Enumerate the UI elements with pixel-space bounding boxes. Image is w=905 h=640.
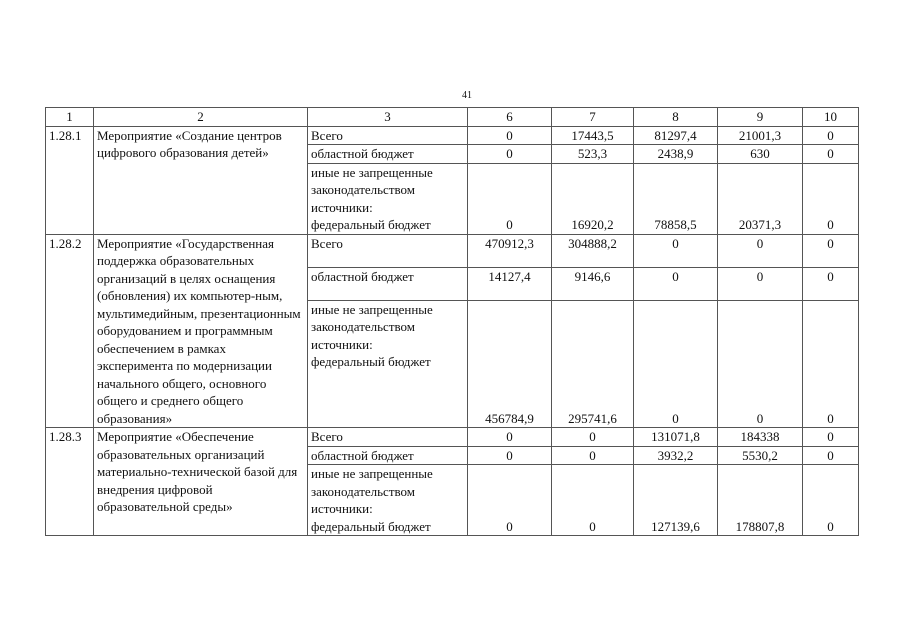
column-header: 7	[552, 108, 634, 127]
value-cell: 470912,3	[468, 234, 552, 267]
value-cell: 20371,3	[718, 163, 803, 234]
column-header: 6	[468, 108, 552, 127]
funding-source: Всего	[308, 126, 468, 145]
value-cell: 0	[718, 234, 803, 267]
funding-source: областной бюджет	[308, 267, 468, 300]
value-cell: 630	[718, 145, 803, 164]
value-cell: 0	[803, 234, 859, 267]
column-header: 10	[803, 108, 859, 127]
column-header: 3	[308, 108, 468, 127]
column-header: 2	[94, 108, 308, 127]
value-cell: 127139,6	[634, 465, 718, 536]
value-cell: 0	[803, 300, 859, 427]
table-row	[46, 428, 859, 447]
value-cell: 0	[803, 267, 859, 300]
value-cell: 78858,5	[634, 163, 718, 234]
item-name: Мероприятие «Создание центров цифрового образования детей»	[94, 126, 308, 234]
table-row	[46, 234, 859, 267]
column-header: 9	[718, 108, 803, 127]
funding-source: иные не запрещенные законодательством источники: федеральный бюджет	[308, 163, 468, 234]
value-cell: 131071,8	[634, 428, 718, 447]
value-cell: 9146,6	[552, 267, 634, 300]
funding-source: иные не запрещенные законодательством источники: федеральный бюджет	[308, 300, 468, 427]
value-cell: 17443,5	[552, 126, 634, 145]
value-cell: 21001,3	[718, 126, 803, 145]
value-cell: 0	[634, 234, 718, 267]
column-header: 8	[634, 108, 718, 127]
value-cell: 0	[552, 428, 634, 447]
value-cell: 0	[468, 163, 552, 234]
value-cell: 0	[803, 163, 859, 234]
column-header: 1	[46, 108, 94, 127]
value-cell: 3932,2	[634, 446, 718, 465]
value-cell: 456784,9	[468, 300, 552, 427]
value-cell: 0	[803, 465, 859, 536]
budget-table	[45, 107, 859, 536]
value-cell: 0	[803, 126, 859, 145]
item-name: Мероприятие «Государственная поддержка образовательных организаций в целях оснащения (обновления) их компьютер-ным, мультимедийным, презентационным оборудованием и программным обеспечением в рамках эксперимента по модернизации начального общего, основного общего и среднего общего образования»	[94, 234, 308, 428]
value-cell: 2438,9	[634, 145, 718, 164]
item-name: Мероприятие «Обеспечение образовательных организаций материально-технической базой для внедрения цифровой образовательной среды»	[94, 428, 308, 536]
funding-source: иные не запрещенные законодательством источники: федеральный бюджет	[308, 465, 468, 536]
value-cell: 0	[468, 465, 552, 536]
value-cell: 0	[803, 428, 859, 447]
item-number: 1.28.1	[46, 126, 94, 234]
value-cell: 184338	[718, 428, 803, 447]
value-cell: 0	[803, 145, 859, 164]
value-cell: 0	[634, 300, 718, 427]
page-number: 41	[462, 90, 472, 101]
value-cell: 178807,8	[718, 465, 803, 536]
funding-source: областной бюджет	[308, 145, 468, 164]
value-cell: 0	[718, 300, 803, 427]
value-cell: 0	[552, 446, 634, 465]
value-cell: 295741,6	[552, 300, 634, 427]
value-cell: 304888,2	[552, 234, 634, 267]
value-cell: 523,3	[552, 145, 634, 164]
value-cell: 5530,2	[718, 446, 803, 465]
funding-source: Всего	[308, 428, 468, 447]
header-row	[46, 108, 859, 127]
value-cell: 0	[468, 126, 552, 145]
value-cell: 0	[552, 465, 634, 536]
item-number: 1.28.2	[46, 234, 94, 428]
table-row	[46, 126, 859, 145]
value-cell: 0	[468, 446, 552, 465]
funding-source: Всего	[308, 234, 468, 267]
value-cell: 0	[468, 145, 552, 164]
value-cell: 0	[718, 267, 803, 300]
value-cell: 14127,4	[468, 267, 552, 300]
value-cell: 0	[803, 446, 859, 465]
item-number: 1.28.3	[46, 428, 94, 536]
funding-source: областной бюджет	[308, 446, 468, 465]
value-cell: 0	[468, 428, 552, 447]
value-cell: 81297,4	[634, 126, 718, 145]
value-cell: 16920,2	[552, 163, 634, 234]
value-cell: 0	[634, 267, 718, 300]
